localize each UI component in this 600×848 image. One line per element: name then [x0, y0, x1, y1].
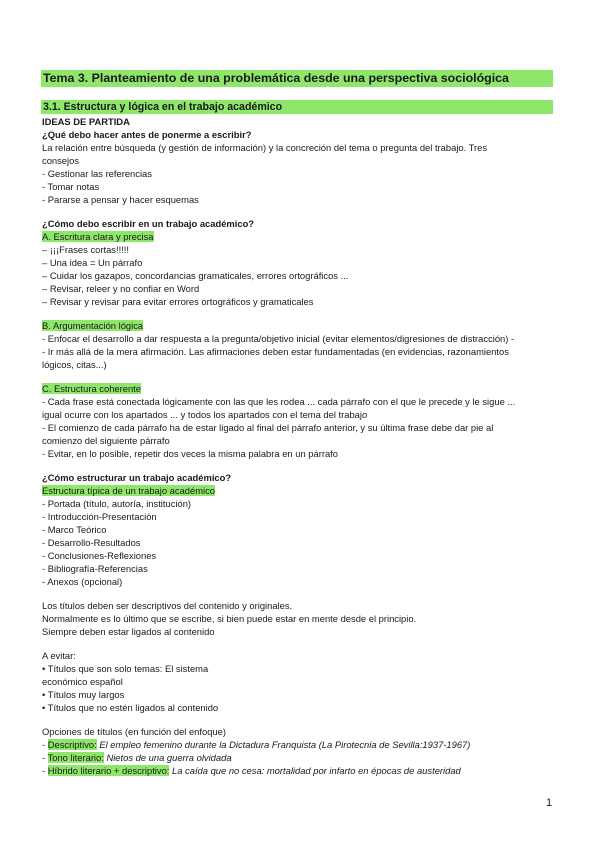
c-item: igual ocurre con los apartados ... y todos los apartados con el tema del trabajo — [42, 409, 368, 420]
titles-line: Siempre deben estar ligados al contenido — [42, 626, 215, 637]
section-title: 3.1. Estructura y lógica en el trabajo académico — [43, 101, 283, 113]
question-3: ¿Cómo estructurar un trabajo académico? — [42, 472, 232, 483]
option-example: Nietos de una guerra olvidada — [106, 752, 232, 763]
option-label: Descriptivo: — [47, 739, 97, 750]
page-title: Tema 3. Planteamiento de una problemática desde una perspectiva sociológica — [43, 71, 509, 85]
a-item: – Una idea = Un párrafo — [42, 257, 143, 268]
q1-line: - Gestionar las referencias — [42, 168, 152, 179]
avoid-item: • Títulos que no estén ligados al contenido — [42, 702, 219, 713]
b-item: - Enfocar el desarrollo a dar respuesta a la pregunta/objetivo inicial (evitar elementos/digresiones de distracción) - — [42, 333, 515, 344]
structure-heading-text: Estructura típica de un trabajo académico — [42, 485, 216, 496]
structure-item: - Portada (título, autoría, institución) — [42, 498, 192, 509]
option-descriptivo — [42, 739, 470, 751]
page-number: 1 — [546, 797, 553, 809]
q1-line: consejos — [42, 155, 80, 166]
option-label: Tono literario: — [47, 752, 104, 763]
a-item: – Revisar y revisar para evitar errores ortográficos y gramaticales — [42, 296, 314, 307]
c-item: - El comienzo de cada párrafo ha de estar ligado al final del párrafo anterior, y su última frase debe dar pie al — [42, 422, 494, 433]
question-2: ¿Cómo debo escribir en un trabajo académico? — [42, 218, 255, 229]
q1-line: - Pararse a pensar y hacer esquemas — [42, 194, 199, 205]
subheading-a-text: A. Escritura clara y precisa — [42, 231, 154, 242]
option-prefix: - — [42, 752, 48, 763]
structure-heading — [42, 485, 215, 497]
question-1: ¿Qué debo hacer antes de ponerme a escribir? — [42, 129, 252, 140]
option-hibrido — [42, 765, 461, 777]
subheading-b — [42, 320, 143, 332]
option-prefix: - — [42, 739, 48, 750]
structure-item: - Introducción-Presentación — [42, 511, 157, 522]
options-heading: Opciones de títulos (en función del enfoque) — [42, 726, 226, 737]
structure-item: - Marco Teórico — [42, 524, 107, 535]
structure-item: - Conclusiones-Reflexiones — [42, 550, 157, 561]
avoid-item: • Títulos que son solo temas: El sistema — [42, 663, 209, 674]
option-prefix: - — [42, 765, 48, 776]
option-example: El empleo femenino durante la Dictadura Franquista (La Pirotecnia de Sevilla:1937-1967) — [99, 739, 471, 750]
q1-line: - Tomar notas — [42, 181, 100, 192]
option-example: La caída que no cesa: mortalidad por infarto en épocas de austeridad — [172, 765, 461, 776]
a-item: – Cuidar los gazapos, concordancias gramaticales, errores ortográficos ... — [42, 270, 349, 281]
structure-item: - Bibliografía-Referencias — [42, 563, 148, 574]
subheading-a — [42, 231, 154, 243]
subheading-b-text: B. Argumentación lógica — [42, 320, 144, 331]
subheading-c-text: C. Estructura coherente — [42, 383, 142, 394]
b-item: lógicos, citas...) — [42, 359, 107, 370]
option-label: Híbrido literario + descriptivo: — [47, 765, 170, 776]
a-item: – Revisar, releer y no confiar en Word — [42, 283, 200, 294]
c-item: - Cada frase está conectada lógicamente con las que les rodea ... cada párrafo con el que le precede y le sigue ... — [42, 396, 516, 407]
c-item: comienzo del siguiente párrafo — [42, 435, 170, 446]
b-item: - Ir más allá de la mera afirmación. Las afirmaciones deben estar fundamentadas (en evidencias, razonamientos — [42, 346, 509, 357]
q1-line: La relación entre búsqueda (y gestión de información) y la concreción del tema o pregunta del trabajo. Tres — [42, 142, 488, 153]
c-item: - Evitar, en lo posible, repetir dos veces la misma palabra en un párrafo — [42, 448, 338, 459]
titles-line: Los títulos deben ser descriptivos del contenido y originales. — [42, 600, 293, 611]
option-tono-literario — [42, 752, 232, 764]
titles-line: Normalmente es lo último que se escribe, si bien puede estar en mente desde el principio. — [42, 613, 417, 624]
ideas-heading: IDEAS DE PARTIDA — [42, 116, 130, 127]
structure-item: - Desarrollo-Resultados — [42, 537, 141, 548]
subheading-c — [42, 383, 141, 395]
avoid-heading: A evitar: — [42, 650, 76, 661]
a-item: – ¡¡¡Frases cortas!!!!! — [42, 244, 129, 255]
avoid-item: • Títulos muy largos — [42, 689, 125, 700]
avoid-item: económico español — [42, 676, 123, 687]
structure-item: - Anexos (opcional) — [42, 576, 123, 587]
